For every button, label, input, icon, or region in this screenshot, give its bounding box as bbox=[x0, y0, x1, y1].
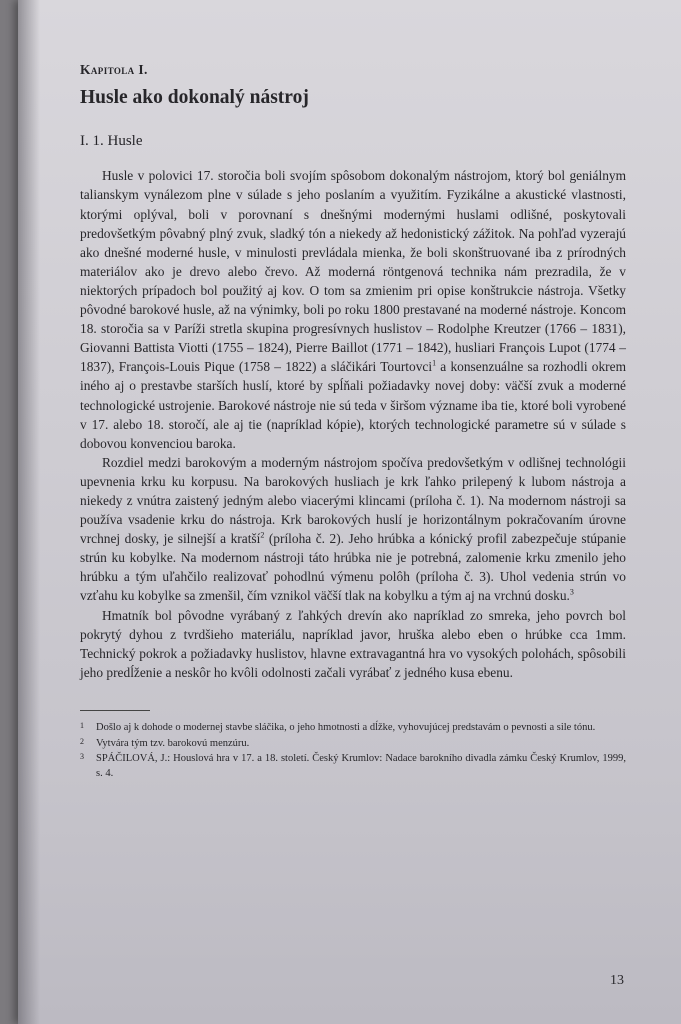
paragraph-2 bbox=[80, 453, 626, 606]
footnote-ref-1[interactable]: 1 bbox=[432, 358, 437, 368]
paragraph-2-text: Rozdiel medzi barokovým a moderným nástrojom spočíva predovšetkým v odlišnej technológii upevnenia krku ku korpusu. Na barokových husliach je krk ľahko prilepený k lubom nástroja a niekedy z vnútra zaistený jedným alebo viacerými klincami (príloha č. 1). Na modernom nástroji sa používa vsadenie krku do nástroja. Krk barokových huslí je horizontálnym pokračovaním úrovne vrchnej dosky, je silnejší a kratší bbox=[80, 454, 626, 547]
paragraph-1-text: Husle v polovici 17. storočia boli svojím spôsobom dokonalým nástrojom, ktorý bol geniálnym talianskym vynálezom plne v súlade s jeho poslaním a využitím. Fyzikálne a akustické vlastnosti, ktorými oplýval, boli v porovnaní s dnešnými modernými huslami odlišné, poskytovali predovšetkým pôvabný plný zvuk, sladký tón a niekedy až hedonistický zážitok. Na pohľad vyzerajú ako dnešné moderné husle, v minulosti prevládala mienka, že boli skonštruované iba z prírodných materiálov ako je drevo alebo črevo. Až moderná röntgenová technika nám prezradila, že v niektorých prípadoch bol použitý aj kov. O tom sa zmienim pri opise konštrukcie nástroja. Všetky pôvodné barokové husle, až na výnimky, boli po roku 1800 prestavané na moderné nástroje. Koncom 18. storočia sa v Paríži stretla skupina progresívnych huslistov – Rodolphe Kreutzer (1766 – 1831), Giovanni Battista Viotti (1755 – 1824), Pierre Baillot (1771 – 1842), husliari François Lupot (1774 – 1837), François-Louis Pique (1758 – 1822) a sláčikári Tourtovci bbox=[80, 168, 626, 375]
chapter-title: Husle ako dokonalý nástroj bbox=[80, 87, 309, 108]
paragraph-1 bbox=[80, 166, 626, 452]
footnote-1 bbox=[80, 721, 626, 736]
section-title: I. 1. Husle bbox=[80, 133, 143, 150]
footnotes bbox=[80, 721, 626, 781]
footnote-2 bbox=[80, 737, 626, 752]
paragraph-2-continued: (príloha č. 2). Jeho hrúbka a kónický profil zabezpečuje stúpanie strún ku kobylke. Na modernom nástroji táto hrúbka nie je potrebná, zalomenie krku zmenilo jeho hrúbku a tým uľahčilo realizovať pohodlnú výmenu polôh (príloha č. 3). Uhol vedenia strún vo vzťahu ku kobylke sa zmenšil, čím vznikol väčší tlak na kobylku a tým aj na vrchnú dosku. bbox=[80, 531, 626, 604]
footnote-divider bbox=[80, 710, 150, 711]
page-content bbox=[80, 62, 626, 782]
footnote-number: 3 bbox=[80, 752, 84, 762]
chapter-kicker: Kapitola I. bbox=[80, 62, 148, 77]
footnote-number: 2 bbox=[80, 736, 84, 746]
paragraph-3: Hmatník bol pôvodne vyrábaný z ľahkých drevín ako napríklad zo smreka, jeho povrch bol pokrytý dyhou z tvrdšieho materiálu, napríklad javor, hruška alebo eben o hrúbke cca 1mm. Technický pokrok a požiadavky huslistov, hlavne extravagantná hra vo vysokých polohách, spôsobili jeho predĺženie a neskôr ho kvôli odolnosti začali vyrábať z jedného kusa ebenu. bbox=[80, 607, 626, 680]
paragraph-1-continued: a konsenzuálne sa rozhodli okrem iného aj o prestavbe starších huslí, ktoré by spĺňali požiadavky novej doby: väčší zvuk a moderné technologické ustrojenie. Barokové nástroje nie sú teda v širšom význame iba tie, ktoré boli vyrobené v 17. alebo 18. storočí, ale aj tie (napríklad kópie), ktorých technologické parametre sú v súlade s dobovou konvenciou baroka. bbox=[80, 359, 626, 451]
body-text bbox=[80, 166, 626, 682]
footnote-text: Vytvára tým tzv. barokovú menzúru. bbox=[96, 737, 250, 749]
page-number: 13 bbox=[610, 973, 624, 988]
footnote-ref-3[interactable]: 3 bbox=[569, 587, 574, 597]
footnote-text: SPÁČILOVÁ, J.: Houslová hra v 17. a 18. století. Český Krumlov: Nadace barokního divadla zámku Český Krumlov, 1999, s. 4. bbox=[96, 753, 626, 779]
footnote-3 bbox=[80, 752, 626, 781]
book-page bbox=[18, 0, 681, 1024]
footnote-ref-2[interactable]: 2 bbox=[260, 530, 265, 540]
footnote-number: 1 bbox=[80, 720, 84, 730]
book-gutter-shadow bbox=[18, 0, 40, 1024]
footnote-text: Došlo aj k dohode o modernej stavbe sláčika, o jeho hmotnosti a dĺžke, vyhovujúcej predstavám o pevnosti a sile tónu. bbox=[96, 721, 596, 733]
